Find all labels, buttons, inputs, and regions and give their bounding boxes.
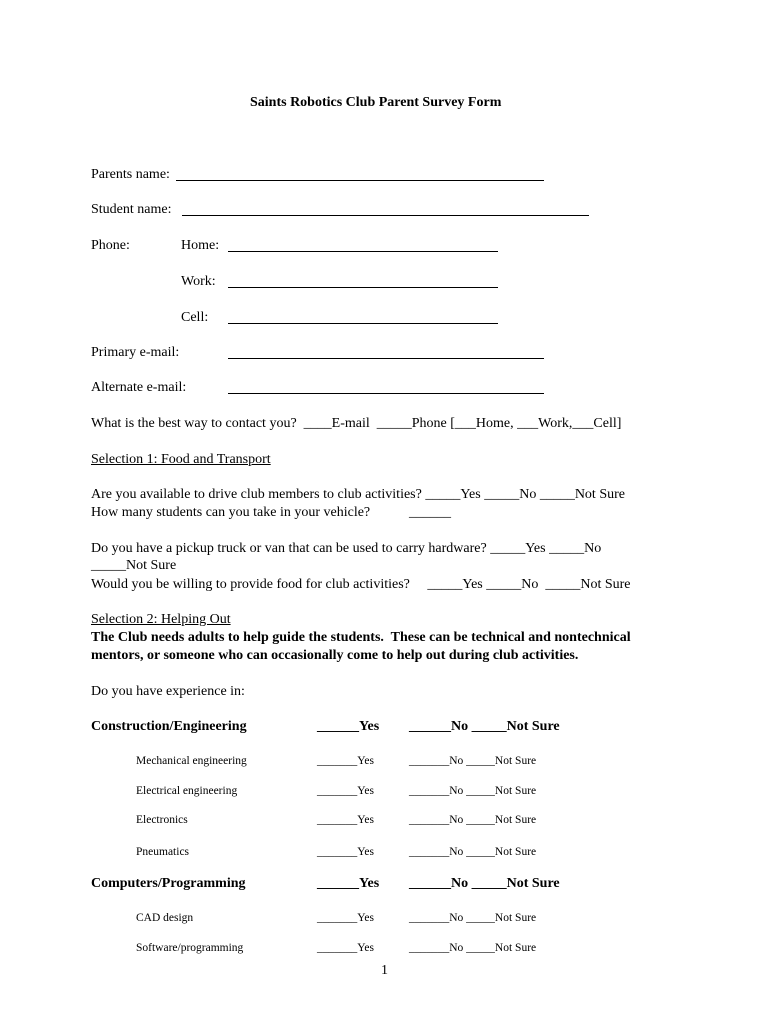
food-question[interactable]: Would you be willing to provide food for club activities? _____Yes _____No _____Not Sure — [91, 577, 631, 592]
cell-phone-label: Cell: — [181, 310, 209, 325]
alternate-email-field[interactable] — [228, 393, 544, 394]
item-yes-option[interactable]: _______Yes — [317, 814, 374, 826]
primary-email-field[interactable] — [228, 358, 544, 359]
cell-phone-field[interactable] — [228, 323, 498, 324]
home-phone-field[interactable] — [228, 251, 498, 252]
phone-label: Phone: — [91, 238, 130, 253]
item-software-programming: Software/programming — [136, 942, 244, 954]
section2-intro-line2: mentors, or someone who can occasionally come to help out during club activities. — [91, 648, 579, 663]
alternate-email-label: Alternate e-mail: — [91, 380, 187, 395]
truck-question-not-sure[interactable]: _____Not Sure — [91, 558, 177, 573]
truck-question[interactable]: Do you have a pickup truck or van that can be used to carry hardware? _____Yes _____No — [91, 541, 602, 556]
item-pneumatics: Pneumatics — [136, 846, 190, 858]
students-capacity-question: How many students can you take in your vehicle? — [91, 505, 371, 520]
contact-preference-question[interactable]: What is the best way to contact you? ____E-mail _____Phone [___Home, ___Work,___Cell] — [91, 416, 622, 431]
category-yes-option[interactable]: ______Yes — [317, 876, 380, 891]
parents-name-field[interactable] — [176, 180, 544, 181]
item-no-notsure-options[interactable]: _______No _____Not Sure — [409, 814, 537, 826]
section1-heading: Selection 1: Food and Transport — [91, 452, 271, 467]
category-computers-programming: Computers/Programming — [91, 876, 246, 891]
item-yes-option[interactable]: _______Yes — [317, 846, 374, 858]
home-phone-label: Home: — [181, 238, 220, 253]
student-name-field[interactable] — [182, 215, 589, 216]
item-yes-option[interactable]: _______Yes — [317, 785, 374, 797]
item-yes-option[interactable]: _______Yes — [317, 942, 374, 954]
category-construction-engineering: Construction/Engineering — [91, 719, 247, 734]
primary-email-label: Primary e-mail: — [91, 345, 180, 360]
item-no-notsure-options[interactable]: _______No _____Not Sure — [409, 846, 537, 858]
item-electronics: Electronics — [136, 814, 188, 826]
item-no-notsure-options[interactable]: _______No _____Not Sure — [409, 785, 537, 797]
item-no-notsure-options[interactable]: _______No _____Not Sure — [409, 912, 537, 924]
item-mechanical-engineering: Mechanical engineering — [136, 755, 247, 767]
page-number: 1 — [381, 963, 388, 978]
section2-heading: Selection 2: Helping Out — [91, 612, 231, 627]
parents-name-label: Parents name: — [91, 167, 170, 182]
item-no-notsure-options[interactable]: _______No _____Not Sure — [409, 755, 537, 767]
students-capacity-blank[interactable]: ______ — [409, 505, 451, 520]
experience-prompt: Do you have experience in: — [91, 684, 245, 699]
item-no-notsure-options[interactable]: _______No _____Not Sure — [409, 942, 537, 954]
category-no-notsure-options[interactable]: ______No _____Not Sure — [409, 876, 560, 891]
work-phone-field[interactable] — [228, 287, 498, 288]
work-phone-label: Work: — [181, 274, 216, 289]
category-yes-option[interactable]: ______Yes — [317, 719, 380, 734]
page-title: Saints Robotics Club Parent Survey Form — [250, 95, 502, 110]
item-yes-option[interactable]: _______Yes — [317, 755, 374, 767]
item-electrical-engineering: Electrical engineering — [136, 785, 238, 797]
item-yes-option[interactable]: _______Yes — [317, 912, 374, 924]
category-no-notsure-options[interactable]: ______No _____Not Sure — [409, 719, 560, 734]
section2-intro-line1: The Club needs adults to help guide the students. These can be technical and nontechnical — [91, 630, 631, 645]
student-name-label: Student name: — [91, 202, 172, 217]
drive-question[interactable]: Are you available to drive club members to club activities? _____Yes _____No _____Not Sure — [91, 487, 625, 502]
item-cad-design: CAD design — [136, 912, 194, 924]
